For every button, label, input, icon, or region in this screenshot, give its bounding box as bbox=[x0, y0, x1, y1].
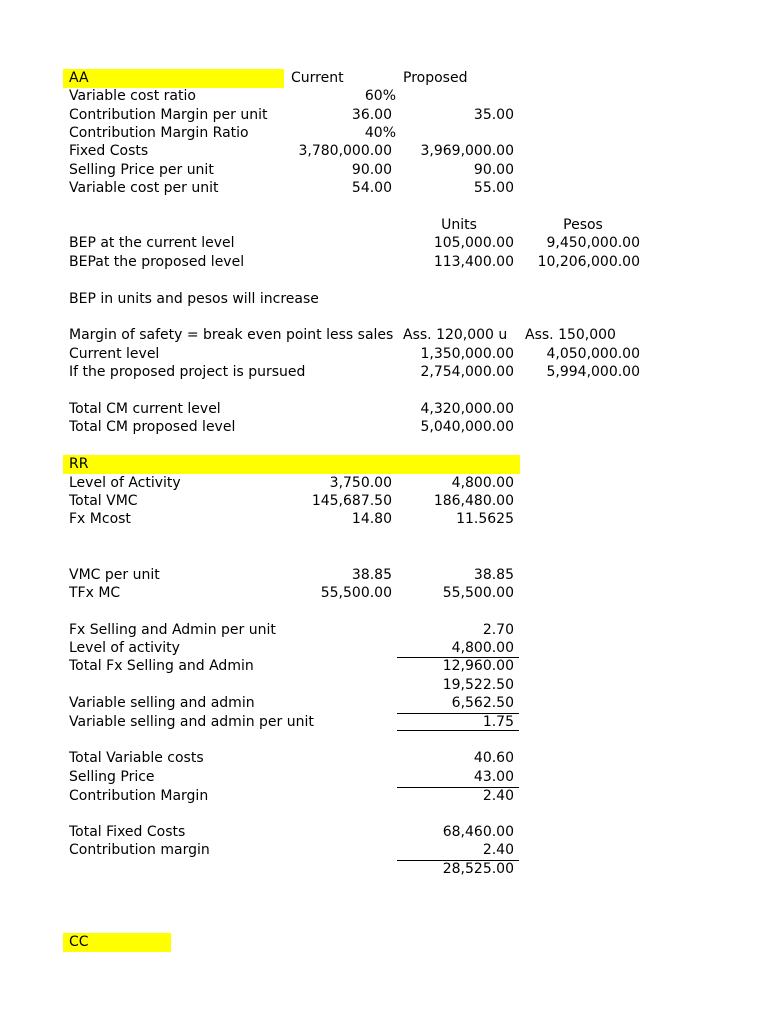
mos-row-label: If the proposed project is pursued bbox=[69, 364, 306, 380]
aa-row-label: Contribution Margin per unit bbox=[69, 107, 268, 123]
sa-row-value: 4,800.00 bbox=[451, 640, 514, 656]
aa-row-current: 3,780,000.00 bbox=[298, 143, 392, 159]
aa-row-label: Contribution Margin Ratio bbox=[69, 125, 249, 141]
cm-row-label: Total CM current level bbox=[69, 401, 221, 417]
aa-highlight bbox=[63, 69, 284, 88]
bepcalc-row-value: 2.40 bbox=[482, 842, 514, 858]
aa-col-current: Current bbox=[291, 70, 344, 86]
cmcalc-row-value: 2.40 bbox=[482, 788, 514, 804]
mos-label: Margin of safety = break even point less sales bbox=[69, 327, 394, 343]
aa-row-proposed: 35.00 bbox=[473, 107, 514, 123]
mos-row-v2: 5,994,000.00 bbox=[546, 364, 640, 380]
rr-row-v2: 55,500.00 bbox=[442, 585, 514, 601]
sa-row-label: Variable selling and admin per unit bbox=[69, 714, 314, 730]
aa-row-proposed: 90.00 bbox=[473, 162, 514, 178]
rr-row-v2: 4,800.00 bbox=[451, 475, 514, 491]
cmcalc-row-value: 43.00 bbox=[473, 769, 514, 785]
rr-row-v1: 38.85 bbox=[351, 567, 392, 583]
bepcalc-row-label: Contribution margin bbox=[69, 842, 210, 858]
sa-row-value: 6,562.50 bbox=[451, 695, 514, 711]
cc-title: CC bbox=[69, 934, 89, 950]
sa-row-value: 1.75 bbox=[482, 714, 514, 730]
rr-row-v2: 38.85 bbox=[473, 567, 514, 583]
bep-row-label: BEPat the proposed level bbox=[69, 254, 245, 270]
aa-col-proposed: Proposed bbox=[403, 70, 468, 86]
sa-row-label: Fx Selling and Admin per unit bbox=[69, 622, 276, 638]
bepcalc-row-value: 28,525.00 bbox=[442, 861, 514, 877]
cmcalc-row-value: 40.60 bbox=[473, 750, 514, 766]
bep-row-pesos: 10,206,000.00 bbox=[537, 254, 640, 270]
rr-row-label: VMC per unit bbox=[69, 567, 160, 583]
mos-row-v1: 2,754,000.00 bbox=[420, 364, 514, 380]
mos-row-v1: 1,350,000.00 bbox=[420, 346, 514, 362]
rr-row-label: Level of Activity bbox=[69, 475, 181, 491]
aa-row-label: Variable cost ratio bbox=[69, 88, 196, 104]
aa-title: AA bbox=[69, 70, 89, 86]
cm-row-value: 4,320,000.00 bbox=[420, 401, 514, 417]
sa-row-value: 12,960.00 bbox=[442, 658, 514, 674]
cmcalc-row-label: Contribution Margin bbox=[69, 788, 209, 804]
cm-row-label: Total CM proposed level bbox=[69, 419, 236, 435]
aa-row-label: Selling Price per unit bbox=[69, 162, 214, 178]
aa-row-label: Fixed Costs bbox=[69, 143, 149, 159]
sa-underline bbox=[397, 730, 519, 731]
rr-row-label: TFx MC bbox=[69, 585, 121, 601]
aa-row-current: 60% bbox=[364, 88, 396, 104]
aa-row-current: 40% bbox=[364, 125, 396, 141]
aa-row-proposed: 55.00 bbox=[473, 180, 514, 196]
rr-row-v1: 14.80 bbox=[351, 511, 392, 527]
aa-row-label: Variable cost per unit bbox=[69, 180, 219, 196]
aa-row-proposed: 3,969,000.00 bbox=[420, 143, 514, 159]
rr-row-v2: 186,480.00 bbox=[433, 493, 514, 509]
sa-row-value: 2.70 bbox=[482, 622, 514, 638]
mos-col2: Ass. 150,000 bbox=[525, 327, 616, 343]
sa-row-label: Level of activity bbox=[69, 640, 180, 656]
rr-row-label: Fx Mcost bbox=[69, 511, 131, 527]
cm-row-value: 5,040,000.00 bbox=[420, 419, 514, 435]
bep-header-pesos: Pesos bbox=[563, 217, 603, 233]
rr-row-v2: 11.5625 bbox=[456, 511, 514, 527]
bepcalc-row-label: Total Fixed Costs bbox=[69, 824, 186, 840]
bep-row-label: BEP at the current level bbox=[69, 235, 235, 251]
cmcalc-row-label: Total Variable costs bbox=[69, 750, 204, 766]
bep-note: BEP in units and pesos will increase bbox=[69, 291, 319, 307]
aa-row-current: 36.00 bbox=[351, 107, 392, 123]
mos-row-label: Current level bbox=[69, 346, 160, 362]
mos-col1: Ass. 120,000 u bbox=[403, 327, 508, 343]
mos-row-v2: 4,050,000.00 bbox=[546, 346, 640, 362]
rr-row-label: Total VMC bbox=[69, 493, 138, 509]
aa-row-current: 54.00 bbox=[351, 180, 392, 196]
rr-row-v1: 145,687.50 bbox=[311, 493, 392, 509]
sa-row-label: Total Fx Selling and Admin bbox=[69, 658, 254, 674]
bep-row-pesos: 9,450,000.00 bbox=[546, 235, 640, 251]
rr-row-v1: 3,750.00 bbox=[329, 475, 392, 491]
bep-header-units: Units bbox=[441, 217, 477, 233]
bepcalc-row-value: 68,460.00 bbox=[442, 824, 514, 840]
sa-row-label: Variable selling and admin bbox=[69, 695, 255, 711]
rr-title: RR bbox=[69, 456, 89, 472]
bep-row-units: 113,400.00 bbox=[433, 254, 514, 270]
sa-row-value: 19,522.50 bbox=[442, 677, 514, 693]
rr-row-v1: 55,500.00 bbox=[320, 585, 392, 601]
cmcalc-row-label: Selling Price bbox=[69, 769, 155, 785]
rr-highlight bbox=[63, 455, 520, 474]
bep-row-units: 105,000.00 bbox=[433, 235, 514, 251]
aa-row-current: 90.00 bbox=[351, 162, 392, 178]
